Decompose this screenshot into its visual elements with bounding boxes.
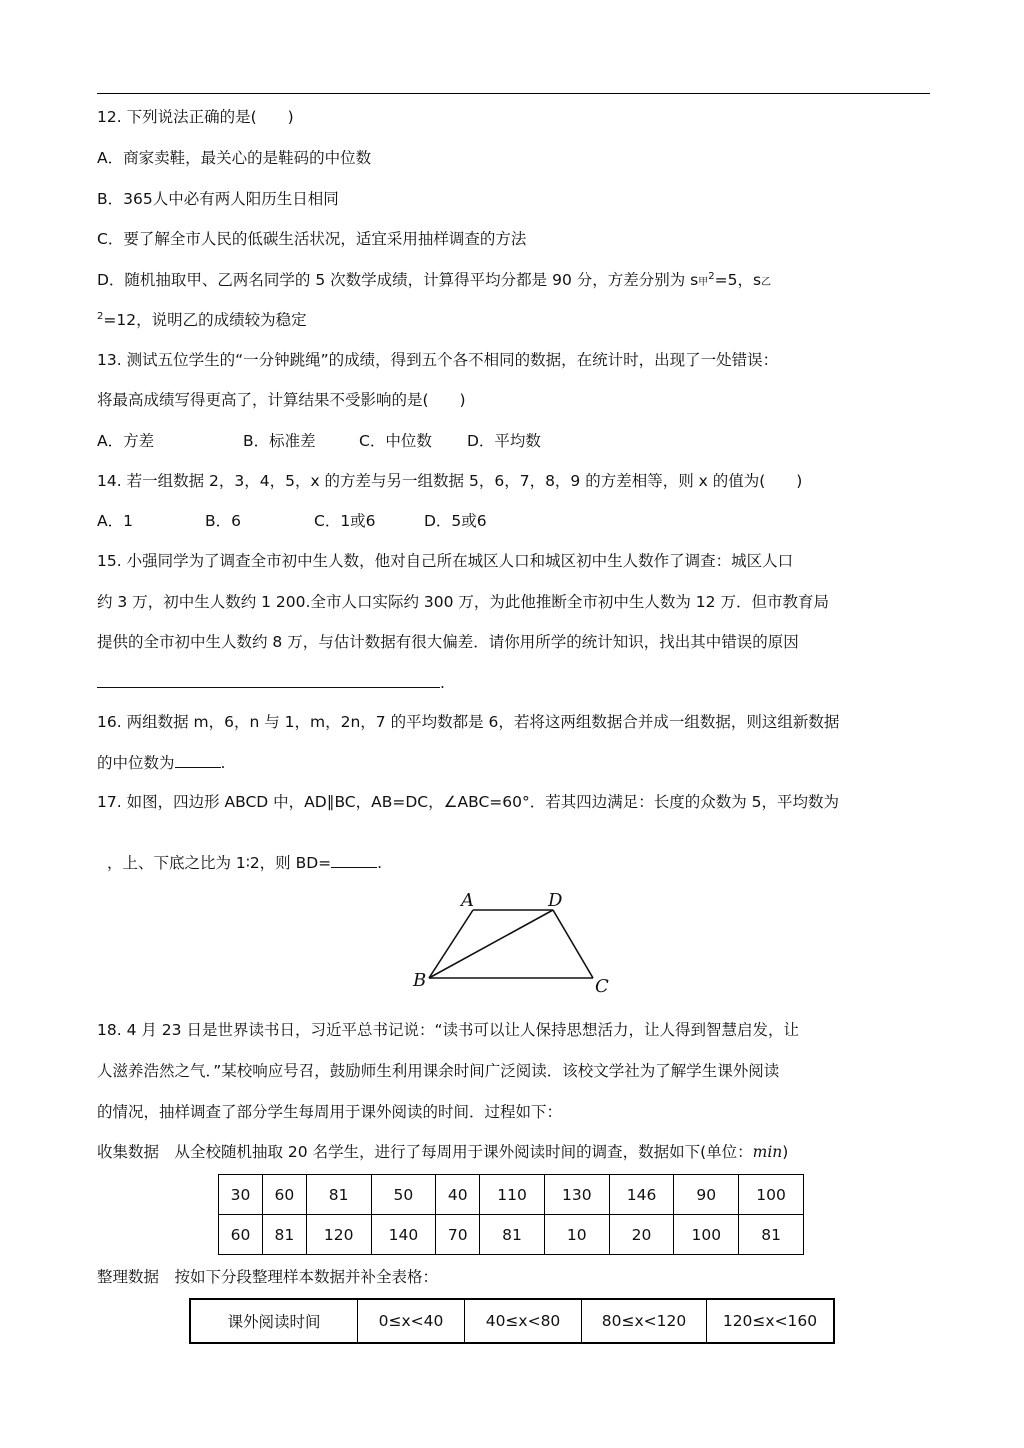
q18-line-2: 人滋养浩然之气．”某校响应号召，鼓励师生利用课余时间广泛阅读．该校文学社为了解学生课外阅读	[97, 1062, 780, 1080]
table-row	[190, 1299, 834, 1343]
table-cell: 100	[739, 1175, 804, 1215]
table-cell: 60	[262, 1175, 306, 1215]
q17-end: .	[377, 854, 383, 872]
trapezoid-figure	[405, 888, 615, 998]
q12-d-sub-1: 甲	[698, 277, 709, 288]
q16-text: 的中位数为	[97, 754, 175, 772]
q17-line-1: 17. 如图，四边形 ABCD 中，AD∥BC，AB=DC，∠ABC=60°．若其四边满足：长度的众数为 5，平均数为	[97, 793, 840, 811]
q14-option-d: D．5或6	[424, 512, 487, 530]
vertex-label-d: D	[548, 890, 563, 911]
q14-option-c: C．1或6	[314, 512, 376, 530]
q12-option-d	[97, 269, 771, 294]
table-cell: 70	[436, 1215, 480, 1255]
q14-options	[97, 510, 487, 532]
q12-stem: 12. 下列说法正确的是( )	[97, 108, 294, 126]
q13-option-c: C．中位数	[359, 432, 432, 450]
table-header-cell: 40≤x<80	[465, 1299, 582, 1343]
q18-line-1: 18. 4 月 23 日是世界读书日，习近平总书记说：“读书可以让人保持思想活力，让人得到智慧启发，让	[97, 1021, 799, 1039]
grouped-data-table	[189, 1298, 835, 1344]
q16-answer-blank[interactable]	[175, 753, 221, 768]
q18-organize: 整理数据 按如下分段整理样本数据并补全表格：	[97, 1268, 439, 1286]
q12-d-sup-1: 2	[708, 271, 715, 282]
edge-ab	[429, 910, 473, 978]
table-cell: 146	[609, 1175, 674, 1215]
diagonal-bd	[429, 910, 553, 978]
q18-collect	[97, 1141, 788, 1163]
vertex-label-a: A	[461, 890, 474, 911]
q12-option-d-cont	[97, 309, 307, 334]
q14-option-a: A．1	[97, 512, 133, 530]
table-cell: 30	[219, 1175, 263, 1215]
q12-option-b: B．365人中必有两人阳历生日相同	[97, 190, 339, 208]
table-cell: 81	[480, 1215, 545, 1255]
raw-data-table	[218, 1174, 804, 1255]
table-cell: 90	[674, 1175, 739, 1215]
q13-stem-2: 将最高成绩写得更高了，计算结果不受影响的是( )	[97, 391, 466, 409]
q16-line-1: 16. 两组数据 m，6，n 与 1，m，2n，7 的平均数都是 6，若将这两组数据合并成一组数据，则这组新数据	[97, 713, 840, 731]
q14-option-b: B．6	[205, 512, 241, 530]
table-header-cell: 120≤x<160	[707, 1299, 835, 1343]
q13-option-a: A．方差	[97, 432, 155, 450]
table-cell: 50	[371, 1175, 436, 1215]
q13-option-d: D．平均数	[467, 432, 541, 450]
q18-collect-text: 收集数据 从全校随机抽取 20 名学生，进行了每周用于课外阅读时间的调查，数据如下(单位：	[97, 1143, 753, 1161]
table-row	[219, 1215, 804, 1255]
q16-end: .	[220, 754, 226, 772]
q13-option-b: B．标准差	[243, 432, 316, 450]
q12-d-text-1: D．随机抽取甲、乙两名同学的 5 次数学成绩，计算得平均分都是 90 分，方差分别为 s	[97, 271, 699, 289]
q17-answer-blank[interactable]	[331, 853, 377, 868]
table-cell: 40	[436, 1175, 480, 1215]
q15-answer-line	[97, 672, 445, 694]
table-cell: 20	[609, 1215, 674, 1255]
vertex-label-b: B	[413, 970, 427, 991]
edge-dc	[553, 910, 593, 978]
q15-answer-blank[interactable]	[97, 673, 440, 688]
q17-line-2	[107, 852, 382, 874]
q15-line-2: 约 3 万，初中生人数约 1 200.全市人口实际约 300 万，为此他推断全市初中生人数为 12 万．但市教育局	[97, 593, 829, 611]
q12-d-sub-2: 乙	[761, 277, 772, 288]
q12-d-text-2: =5，s	[714, 271, 762, 289]
table-cell: 81	[739, 1215, 804, 1255]
q18-line-3: 的情况，抽样调查了部分学生每周用于课外阅读的时间．过程如下：	[97, 1103, 563, 1121]
table-cell: 130	[544, 1175, 609, 1215]
q17-text: ，上、下底之比为 1∶2，则 BD=	[107, 854, 332, 872]
table-cell: 81	[262, 1215, 306, 1255]
q16-line-2	[97, 752, 225, 774]
q12-d-text-3: =12，说明乙的成绩较为稳定	[103, 311, 307, 329]
q15-end: .	[440, 674, 445, 692]
q12-option-a: A．商家卖鞋，最关心的是鞋码的中位数	[97, 149, 372, 167]
q12-option-c: C．要了解全市人民的低碳生活状况，适宜采用抽样调查的方法	[97, 230, 527, 248]
header-rule	[97, 93, 930, 94]
q14-stem: 14. 若一组数据 2，3，4，5，x 的方差与另一组数据 5，6，7，8，9 的方差相等，则 x 的值为( )	[97, 472, 803, 490]
q18-collect-unit: min	[752, 1143, 783, 1161]
table-header-cell: 80≤x<120	[582, 1299, 707, 1343]
table-cell: 81	[306, 1175, 371, 1215]
table-header-cell: 课外阅读时间	[190, 1299, 358, 1343]
q13-options	[97, 430, 541, 452]
table-cell: 100	[674, 1215, 739, 1255]
table-cell: 110	[480, 1175, 545, 1215]
table-cell: 120	[306, 1215, 371, 1255]
q13-stem-1: 13. 测试五位学生的“一分钟跳绳”的成绩，得到五个各不相同的数据，在统计时，出现了一处错误：	[97, 351, 779, 369]
table-cell: 10	[544, 1215, 609, 1255]
q15-line-1: 15. 小强同学为了调查全市初中生人数，他对自己所在城区人口和城区初中生人数作了调查：城区人口	[97, 552, 794, 570]
q15-line-3: 提供的全市初中生人数约 8 万，与估计数据有很大偏差．请你用所学的统计知识，找出其中错误的原因	[97, 633, 799, 651]
q12-d-sup-2: 2	[97, 311, 104, 322]
table-header-cell: 0≤x<40	[358, 1299, 465, 1343]
table-cell: 140	[371, 1215, 436, 1255]
table-cell: 60	[219, 1215, 263, 1255]
table-row	[219, 1175, 804, 1215]
vertex-label-c: C	[595, 976, 609, 997]
q18-collect-end: )	[782, 1143, 789, 1161]
